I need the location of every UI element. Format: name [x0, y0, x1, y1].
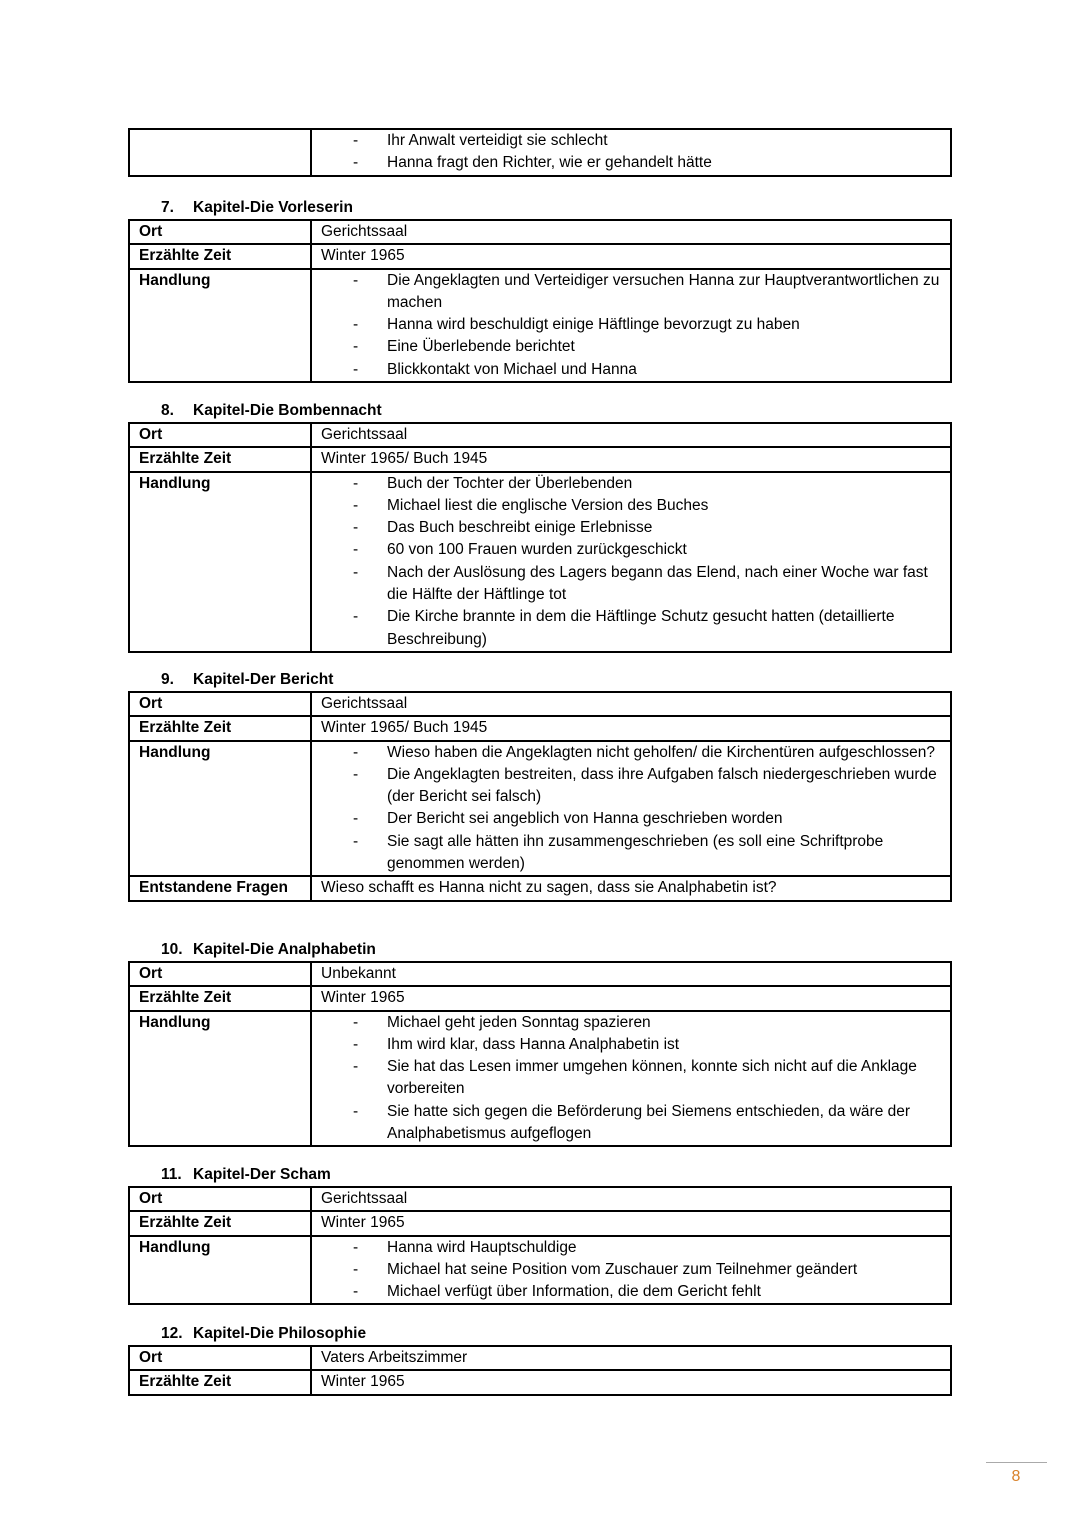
chapter-heading: 12. Kapitel-Die Philosophie — [161, 1325, 367, 1342]
chapter-title: Kapitel-Die Philosophie — [193, 1325, 367, 1342]
zeit-value: Winter 1965 — [311, 1211, 951, 1235]
handlung-label: Handlung — [129, 472, 311, 652]
zeit-label: Erzählte Zeit — [129, 716, 311, 740]
list-item: - Die Angeklagten bestreiten, dass ihre Aufgaben falsch niedergeschrieben wurde (der Bericht sei falsch) — [321, 764, 942, 809]
handlung-label: Handlung — [129, 1236, 311, 1305]
list-item: - Wieso haben die Angeklagten nicht geholfen/ die Kirchentüren aufgeschlossen? — [321, 742, 942, 764]
list-item: - Ihr Anwalt verteidigt sie schlecht — [321, 130, 942, 152]
zeit-value: Winter 1965 — [311, 1370, 951, 1394]
handlung-cell — [311, 1236, 951, 1305]
handlung-cell — [311, 472, 951, 652]
ort-value: Gerichtssaal — [311, 692, 951, 716]
table-row — [129, 220, 951, 244]
table-row — [129, 716, 951, 740]
chapter-9 — [128, 669, 952, 902]
ort-value: Gerichtssaal — [311, 220, 951, 244]
table-row — [129, 986, 951, 1010]
chapter-heading: 11. Kapitel-Der Scham — [161, 1166, 331, 1183]
chapter-12 — [128, 1323, 952, 1396]
handlung-label: Handlung — [129, 1011, 311, 1147]
zeit-label: Erzählte Zeit — [129, 244, 311, 268]
zeit-label: Erzählte Zeit — [129, 986, 311, 1010]
list-item: - Hanna wird beschuldigt einige Häftlinge bevorzugt zu haben — [321, 314, 942, 336]
list-item: - Eine Überlebende berichtet — [321, 336, 942, 358]
chapter-table — [128, 691, 952, 902]
chapter-heading: 10. Kapitel-Die Analphabetin — [161, 941, 376, 958]
chapter-table — [128, 1186, 952, 1305]
chapter-table — [128, 422, 952, 653]
list-item: - Blickkontakt von Michael und Hanna — [321, 359, 942, 381]
chapter-heading: 7. Kapitel-Die Vorleserin — [161, 199, 353, 216]
handlung-label: Handlung — [129, 741, 311, 877]
table-row — [129, 741, 951, 877]
table-row — [129, 269, 951, 382]
handlung-cell — [311, 129, 951, 176]
list-item: - Sie hat das Lesen immer umgehen können, konnte sich nicht auf die Anklage vorbereiten — [321, 1056, 942, 1101]
table-row — [129, 244, 951, 268]
table-row — [129, 472, 951, 652]
list-item: - Hanna wird Hauptschuldige — [321, 1237, 942, 1259]
zeit-value: Winter 1965/ Buch 1945 — [311, 716, 951, 740]
list-item: - Michael verfügt über Information, die dem Gericht fehlt — [321, 1281, 942, 1303]
chapter-title: Kapitel-Die Bombennacht — [193, 402, 382, 419]
handlung-cell — [311, 741, 951, 877]
table-row — [129, 423, 951, 447]
ort-value: Unbekannt — [311, 962, 951, 986]
chapter-table — [128, 219, 952, 383]
list-item: - Michael hat seine Position vom Zuschauer zum Teilnehmer geändert — [321, 1259, 942, 1281]
ort-label: Ort — [129, 692, 311, 716]
list-item: - Ihm wird klar, dass Hanna Analphabetin ist — [321, 1034, 942, 1056]
handlung-label: Handlung — [129, 269, 311, 382]
chapter-8 — [128, 400, 952, 653]
handlung-cell — [311, 269, 951, 382]
chapter-table — [128, 961, 952, 1147]
ort-label: Ort — [129, 962, 311, 986]
ort-value: Gerichtssaal — [311, 1187, 951, 1211]
chapter-title: Kapitel-Der Bericht — [193, 671, 334, 688]
list-item: - Sie sagt alle hätten ihn zusammengeschrieben (es soll eine Schriftprobe genommen werden) — [321, 831, 942, 876]
table-row — [129, 1346, 951, 1370]
chapter-title: Kapitel-Die Analphabetin — [193, 941, 376, 958]
table-row — [129, 876, 951, 900]
empty-label-cell — [129, 129, 311, 176]
list-item: - Sie hatte sich gegen die Beförderung bei Siemens entschieden, da wäre der Analphabetismus aufgeflogen — [321, 1101, 942, 1146]
list-item: - Michael geht jeden Sonntag spazieren — [321, 1012, 942, 1034]
ort-value: Vaters Arbeitszimmer — [311, 1346, 951, 1370]
ort-label: Ort — [129, 1187, 311, 1211]
table-row — [129, 447, 951, 471]
table-row — [129, 1370, 951, 1394]
list-item: - Buch der Tochter der Überlebenden — [321, 473, 942, 495]
ort-label: Ort — [129, 220, 311, 244]
list-item: - 60 von 100 Frauen wurden zurückgeschickt — [321, 539, 942, 561]
list-item: - Nach der Auslösung des Lagers begann das Elend, nach einer Woche war fast die Hälfte der Häftlinge tot — [321, 562, 942, 607]
zeit-value: Winter 1965/ Buch 1945 — [311, 447, 951, 471]
handlung-cell — [311, 1011, 951, 1147]
zeit-value: Winter 1965 — [311, 986, 951, 1010]
list-item: - Die Angeklagten und Verteidiger versuchen Hanna zur Hauptverantwortlichen zu machen — [321, 270, 942, 315]
list-item: - Michael liest die englische Version des Buches — [321, 495, 942, 517]
footer-divider — [986, 1462, 1047, 1463]
chapter-heading: 9. Kapitel-Der Bericht — [161, 671, 334, 688]
fragen-label: Entstandene Fragen — [129, 876, 311, 900]
zeit-label: Erzählte Zeit — [129, 1211, 311, 1235]
list-item: - Hanna fragt den Richter, wie er gehandelt hätte — [321, 152, 942, 174]
ort-label: Ort — [129, 1346, 311, 1370]
page-number: 8 — [1011, 1468, 1021, 1485]
chapter-11 — [128, 1164, 952, 1305]
list-item: - Der Bericht sei angeblich von Hanna geschrieben worden — [321, 808, 942, 830]
chapter-title: Kapitel-Der Scham — [193, 1166, 331, 1183]
chapter-10 — [128, 939, 952, 1147]
table-row — [129, 1011, 951, 1147]
zeit-label: Erzählte Zeit — [129, 1370, 311, 1394]
zeit-value: Winter 1965 — [311, 244, 951, 268]
table-row — [129, 129, 951, 176]
table-row — [129, 1187, 951, 1211]
chapter-heading: 8. Kapitel-Die Bombennacht — [161, 402, 382, 419]
ort-value: Gerichtssaal — [311, 423, 951, 447]
fragen-value: Wieso schafft es Hanna nicht zu sagen, dass sie Analphabetin ist? — [311, 876, 951, 900]
list-item: - Das Buch beschreibt einige Erlebnisse — [321, 517, 942, 539]
list-item: - Die Kirche brannte in dem die Häftlinge Schutz gesucht hatten (detaillierte Beschreibung) — [321, 606, 942, 651]
chapter-table — [128, 1345, 952, 1396]
table-row — [129, 1236, 951, 1305]
table-row — [129, 1211, 951, 1235]
table-continuation — [128, 128, 952, 177]
chapter-7 — [128, 197, 952, 383]
ort-label: Ort — [129, 423, 311, 447]
table-row — [129, 692, 951, 716]
zeit-label: Erzählte Zeit — [129, 447, 311, 471]
table-row — [129, 962, 951, 986]
chapter-title: Kapitel-Die Vorleserin — [193, 199, 353, 216]
